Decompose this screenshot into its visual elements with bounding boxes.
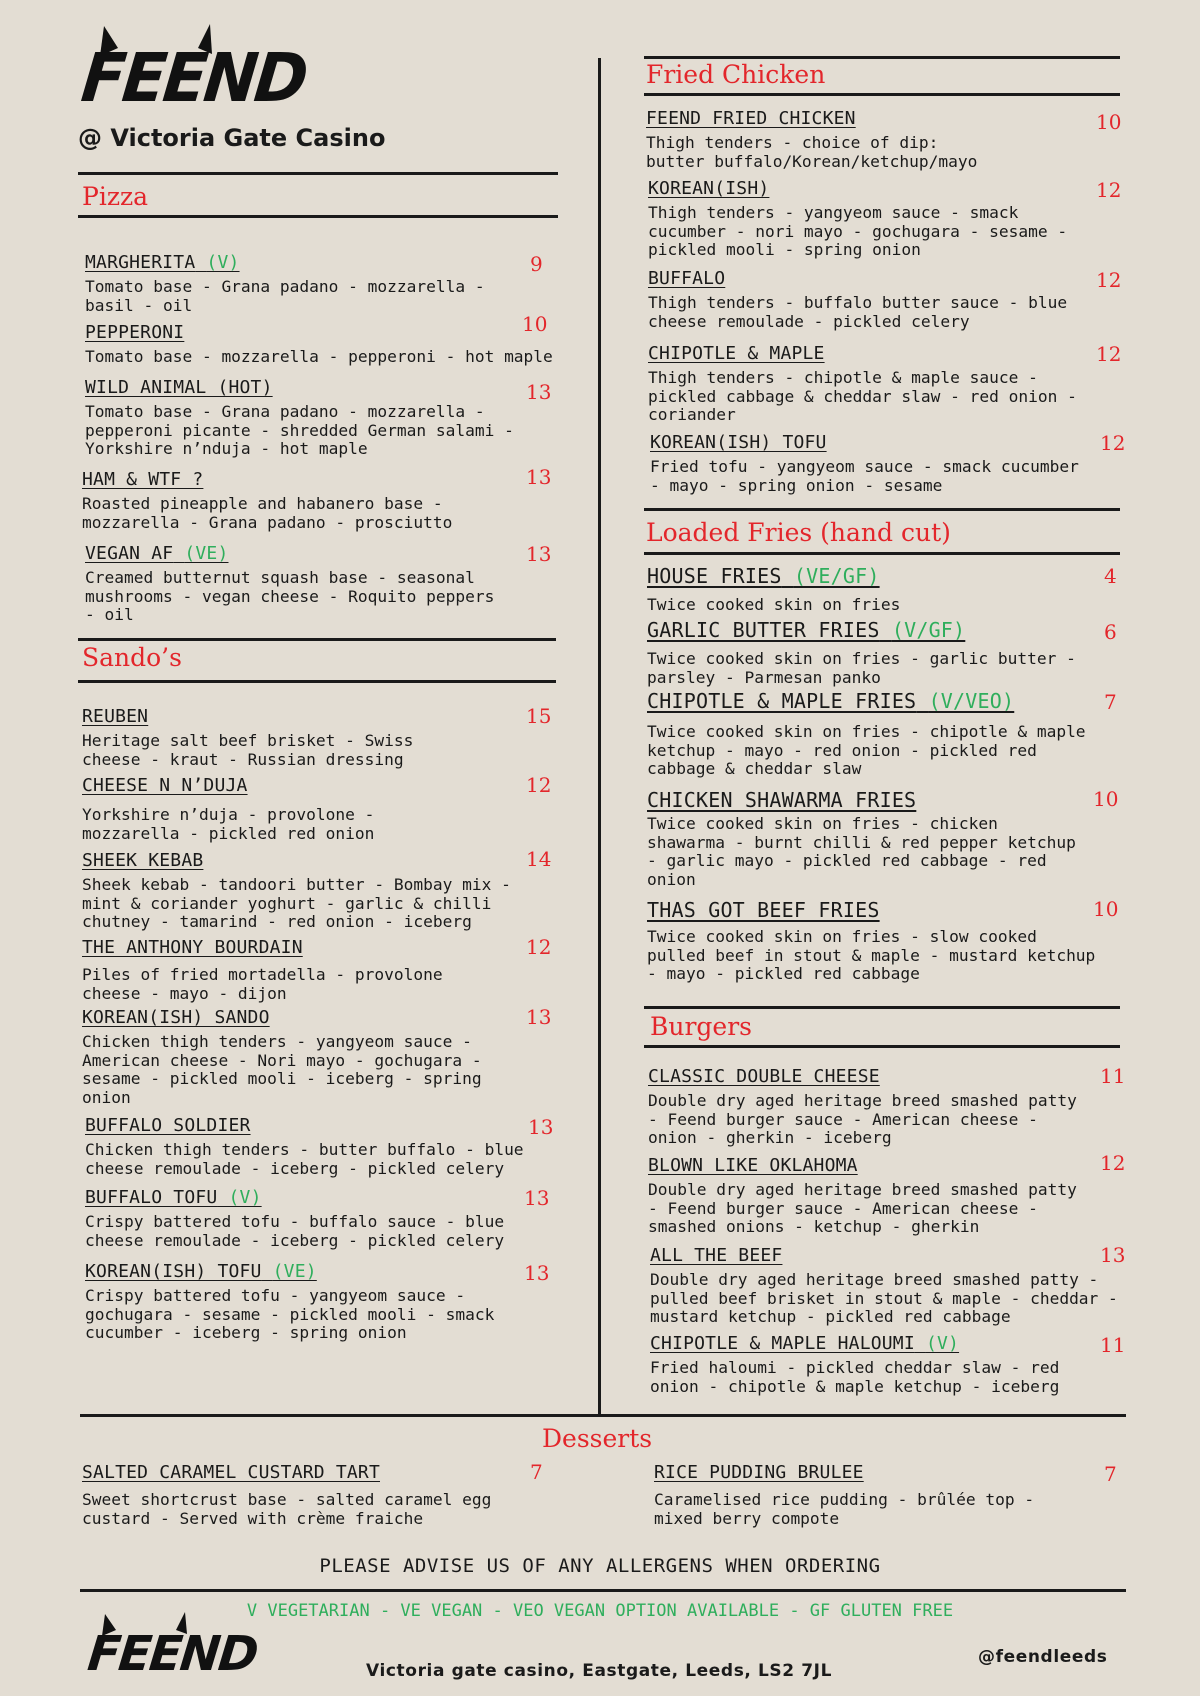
item-description: Caramelised rice pudding - brûlée top - mixed berry compote xyxy=(654,1490,1035,1528)
feend-logo xyxy=(77,18,309,128)
item-description: Heritage salt beef brisket - Swiss cheese - kraut - Russian dressing xyxy=(82,731,414,769)
item-description: Twice cooked skin on fries xyxy=(647,595,901,614)
section-title-sandos: Sando’s xyxy=(82,643,182,672)
item-name xyxy=(647,689,1086,713)
divider xyxy=(78,680,556,683)
item-price: 13 xyxy=(524,1186,550,1210)
menu-item xyxy=(650,432,1079,495)
divider xyxy=(644,56,1120,59)
divider xyxy=(78,215,558,218)
item-name-text: KOREAN(ISH) TOFU xyxy=(85,1261,262,1282)
address: Victoria gate casino, Eastgate, Leeds, LS2 7JL xyxy=(366,1661,833,1681)
menu-item xyxy=(647,898,1095,984)
item-name-text: KOREAN(ISH) xyxy=(648,178,770,199)
menu-item xyxy=(647,618,1076,687)
item-name-text: HOUSE FRIES xyxy=(647,564,782,588)
item-name-text: SHEEK KEBAB xyxy=(82,850,204,871)
item-price: 9 xyxy=(530,252,543,276)
item-name-text: CHIPOTLE & MAPLE FRIES xyxy=(647,689,917,713)
item-description: Crispy battered tofu - buffalo sauce - blue cheese remoulade - iceberg - pickled celery xyxy=(85,1212,505,1250)
menu-item xyxy=(85,543,494,625)
item-description: Twice cooked skin on fries - chicken shawarma - burnt chilli & red pepper ketchup - garlic mayo - pickled red cabbage - red onion xyxy=(647,814,1076,889)
item-description: Double dry aged heritage breed smashed patty - Feend burger sauce - American cheese - onion - gherkin - iceberg xyxy=(648,1091,1077,1147)
item-name xyxy=(654,1462,1034,1483)
divider xyxy=(644,1045,1120,1048)
item-name xyxy=(82,850,511,871)
item-name xyxy=(82,775,374,796)
item-name xyxy=(647,618,1076,642)
item-name-text: THE ANTHONY BOURDAIN xyxy=(82,937,303,958)
divider xyxy=(644,508,1120,511)
item-name-text: PEPPERONI xyxy=(85,322,185,343)
footer-logo xyxy=(85,1608,260,1692)
item-description: Double dry aged heritage breed smashed patty - Feend burger sauce - American cheese - smashed onions - ketchup - gherkin xyxy=(648,1180,1077,1236)
item-name-text: BLOWN LIKE OKLAHOMA xyxy=(648,1155,858,1176)
diet-tag: (V/VEO) xyxy=(928,689,1015,713)
venue-title: @ Victoria Gate Casino xyxy=(78,124,386,152)
item-name-text: WILD ANIMAL (HOT) xyxy=(85,377,273,398)
social-handle[interactable]: @feendleeds xyxy=(978,1647,1108,1667)
item-description: Twice cooked skin on fries - chipotle & maple ketchup - mayo - red onion - pickled red cabbage & cheddar slaw xyxy=(647,722,1086,778)
item-price: 11 xyxy=(1100,1333,1126,1357)
item-price: 10 xyxy=(1093,787,1119,811)
item-name xyxy=(82,937,443,958)
menu-item xyxy=(82,706,413,769)
item-name xyxy=(82,706,413,727)
menu-item xyxy=(648,178,1067,260)
item-name xyxy=(82,1007,482,1028)
item-name-text: GARLIC BUTTER FRIES xyxy=(647,618,880,642)
menu-item xyxy=(85,322,553,367)
diet-tag: (V/GF) xyxy=(891,618,966,642)
divider xyxy=(78,172,558,175)
item-name xyxy=(85,1187,504,1208)
dietary-key: V VEGETARIAN - VE VEGAN - VEO VEGAN OPTION AVAILABLE - GF GLUTEN FREE xyxy=(246,1601,954,1621)
menu-item xyxy=(85,1115,524,1178)
item-name xyxy=(85,1115,524,1136)
menu-item xyxy=(650,1333,1059,1396)
menu-item xyxy=(85,377,514,459)
item-description: Creamed butternut squash base - seasonal mushrooms - vegan cheese - Roquito peppers - oil xyxy=(85,568,495,624)
menu-item xyxy=(648,1155,1077,1237)
item-price: 10 xyxy=(1096,110,1122,134)
item-price: 6 xyxy=(1104,620,1117,644)
menu-item xyxy=(654,1462,1034,1528)
item-description: Twice cooked skin on fries - garlic butter - parsley - Parmesan panko xyxy=(647,649,1076,687)
item-description: Sweet shortcrust base - salted caramel egg custard - Served with crème fraiche xyxy=(82,1490,492,1528)
item-name-text: REUBEN xyxy=(82,706,149,727)
diet-tag: (V) xyxy=(228,1187,262,1208)
item-price: 7 xyxy=(1104,690,1117,714)
section-title-burgers: Burgers xyxy=(650,1012,753,1041)
diet-tag: (VE) xyxy=(272,1261,317,1282)
item-description: Roasted pineapple and habanero base - mozzarella - Grana padano - prosciutto xyxy=(82,494,453,532)
item-name xyxy=(647,564,900,588)
menu-item xyxy=(82,850,511,932)
item-name-text: BUFFALO SOLDIER xyxy=(85,1115,251,1136)
item-name xyxy=(85,543,494,564)
menu-item xyxy=(648,343,1077,425)
section-title-pizza: Pizza xyxy=(82,182,149,211)
item-price: 12 xyxy=(1096,268,1122,292)
item-price: 12 xyxy=(526,773,552,797)
item-name-text: RICE PUDDING BRULEE xyxy=(654,1462,864,1483)
item-name-text: MARGHERITA xyxy=(85,252,196,273)
item-price: 14 xyxy=(526,847,552,871)
menu-item xyxy=(650,1245,1118,1327)
item-description: Thigh tenders - yangyeom sauce - smack cucumber - nori mayo - gochugara - sesame - pickled mooli - spring onion xyxy=(648,203,1068,259)
item-price: 13 xyxy=(526,542,552,566)
item-name-text: BUFFALO TOFU xyxy=(85,1187,218,1208)
item-name xyxy=(82,469,452,490)
item-price: 13 xyxy=(1100,1243,1126,1267)
allergen-notice: PLEASE ADVISE US OF ANY ALLERGENS WHEN ORDERING xyxy=(319,1555,881,1577)
item-price: 13 xyxy=(528,1115,554,1139)
menu-item xyxy=(648,1066,1077,1148)
section-title-fried-chicken: Fried Chicken xyxy=(646,60,826,89)
item-name xyxy=(647,898,1095,922)
item-price: 11 xyxy=(1100,1064,1126,1088)
item-price: 4 xyxy=(1104,564,1117,588)
menu-item xyxy=(85,1261,494,1343)
item-description: Fried haloumi - pickled cheddar slaw - red onion - chipotle & maple ketchup - iceberg xyxy=(650,1358,1060,1396)
menu-item xyxy=(82,937,443,1003)
item-name-text: THAS GOT BEEF FRIES xyxy=(647,898,880,922)
menu-item xyxy=(647,788,1076,889)
menu-item xyxy=(85,1187,504,1250)
divider xyxy=(78,638,556,641)
menu-item xyxy=(646,108,977,171)
item-name-text: FEEND FRIED CHICKEN xyxy=(646,108,856,129)
item-description: Tomato base - mozzarella - pepperoni - hot maple xyxy=(85,347,553,366)
item-name-text: CHEESE N N’DUJA xyxy=(82,775,248,796)
menu-item xyxy=(82,775,374,843)
menu-item xyxy=(647,689,1086,779)
menu-item xyxy=(82,469,452,532)
item-name xyxy=(85,322,553,343)
item-name xyxy=(650,1333,1059,1354)
item-name xyxy=(648,268,1067,289)
section-title-loaded-fries: Loaded Fries (hand cut) xyxy=(646,518,951,547)
item-description: Yorkshire n’duja - provolone - mozzarella - pickled red onion xyxy=(82,805,375,843)
item-description: Chicken thigh tenders - butter buffalo - blue cheese remoulade - iceberg - pickled celery xyxy=(85,1140,524,1178)
logo-wordmark: FEEND xyxy=(77,40,309,118)
diet-tag: (VE) xyxy=(184,543,229,564)
item-price: 12 xyxy=(526,935,552,959)
menu-item xyxy=(82,1462,491,1528)
item-name-text: ALL THE BEEF xyxy=(650,1245,783,1266)
item-price: 12 xyxy=(1100,1151,1126,1175)
item-price: 7 xyxy=(1104,1462,1117,1486)
item-price: 7 xyxy=(530,1460,543,1484)
item-name xyxy=(647,788,1076,812)
item-name-text: KOREAN(ISH) SANDO xyxy=(82,1007,270,1028)
item-price: 13 xyxy=(526,465,552,489)
item-name-text: CHIPOTLE & MAPLE HALOUMI xyxy=(650,1333,915,1354)
item-price: 12 xyxy=(1096,342,1122,366)
item-description: Twice cooked skin on fries - slow cooked pulled beef in stout & maple - mustard ketchup - mayo - pickled red cabbage xyxy=(647,927,1096,983)
item-description: Thigh tenders - buffalo butter sauce - blue cheese remoulade - pickled celery xyxy=(648,293,1068,331)
diet-tag: (VE/GF) xyxy=(793,564,880,588)
item-name xyxy=(82,1462,491,1483)
item-price: 12 xyxy=(1100,431,1126,455)
item-name xyxy=(85,377,514,398)
item-description: Thigh tenders - chipotle & maple sauce - pickled cabbage & cheddar slaw - red onion - coriander xyxy=(648,368,1077,424)
diet-tag: (V) xyxy=(925,1333,960,1354)
item-description: Fried tofu - yangyeom sauce - smack cucumber - mayo - spring onion - sesame xyxy=(650,457,1079,495)
divider xyxy=(80,1589,1126,1592)
item-name-text: KOREAN(ISH) TOFU xyxy=(650,432,827,453)
item-description: Sheek kebab - tandoori butter - Bombay mix - mint & coriander yoghurt - garlic & chilli chutney - tamarind - red onion - iceberg xyxy=(82,875,511,931)
menu-item xyxy=(647,564,900,615)
item-name xyxy=(650,432,1079,453)
divider xyxy=(80,1414,1126,1417)
item-name-text: VEGAN AF xyxy=(85,543,174,564)
item-name xyxy=(648,1066,1077,1087)
item-name-text: BUFFALO xyxy=(648,268,726,289)
divider xyxy=(644,552,1120,555)
item-name-text: CHIPOTLE & MAPLE xyxy=(648,343,825,364)
item-name xyxy=(648,178,1067,199)
item-price: 15 xyxy=(526,704,552,728)
item-description: Double dry aged heritage breed smashed patty - pulled beef brisket in stout & maple - cheddar - mustard ketchup - pickled red cabbage xyxy=(650,1270,1118,1326)
item-name xyxy=(648,343,1077,364)
menu-item xyxy=(85,252,485,315)
item-description: Chicken thigh tenders - yangyeom sauce - American cheese - Nori mayo - gochugara - sesame - pickled mooli - iceberg - spring onion xyxy=(82,1032,482,1107)
item-description: Tomato base - Grana padano - mozzarella - pepperoni picante - shredded German salami - Yorkshire n’nduja - hot maple xyxy=(85,402,514,458)
item-price: 13 xyxy=(526,380,552,404)
item-name xyxy=(650,1245,1118,1266)
item-name-text: SALTED CARAMEL CUSTARD TART xyxy=(82,1462,380,1483)
item-price: 12 xyxy=(1096,178,1122,202)
item-name xyxy=(648,1155,1077,1176)
column-divider xyxy=(598,58,601,1416)
menu-item xyxy=(648,268,1067,331)
logo-wordmark: FEEND xyxy=(85,1626,260,1682)
menu-item xyxy=(82,1007,482,1107)
item-name-text: CLASSIC DOUBLE CHEESE xyxy=(648,1066,880,1087)
section-title-desserts: Desserts xyxy=(542,1424,653,1453)
item-price: 10 xyxy=(522,312,548,336)
item-description: Tomato base - Grana padano - mozzarella - basil - oil xyxy=(85,277,485,315)
item-name xyxy=(85,1261,494,1282)
item-description: Thigh tenders - choice of dip: butter buffalo/Korean/ketchup/mayo xyxy=(646,133,978,171)
item-name xyxy=(85,252,485,273)
item-name-text: CHICKEN SHAWARMA FRIES xyxy=(647,788,917,812)
item-description: Crispy battered tofu - yangyeom sauce - gochugara - sesame - pickled mooli - smack cucumber - iceberg - spring onion xyxy=(85,1286,495,1342)
item-name-text: HAM & WTF ? xyxy=(82,469,204,490)
divider xyxy=(644,93,1120,96)
item-description: Piles of fried mortadella - provolone cheese - mayo - dijon xyxy=(82,965,443,1003)
item-price: 13 xyxy=(524,1261,550,1285)
divider xyxy=(644,1006,1120,1009)
item-name xyxy=(646,108,977,129)
item-price: 10 xyxy=(1093,897,1119,921)
item-price: 13 xyxy=(526,1005,552,1029)
diet-tag: (V) xyxy=(206,252,240,273)
